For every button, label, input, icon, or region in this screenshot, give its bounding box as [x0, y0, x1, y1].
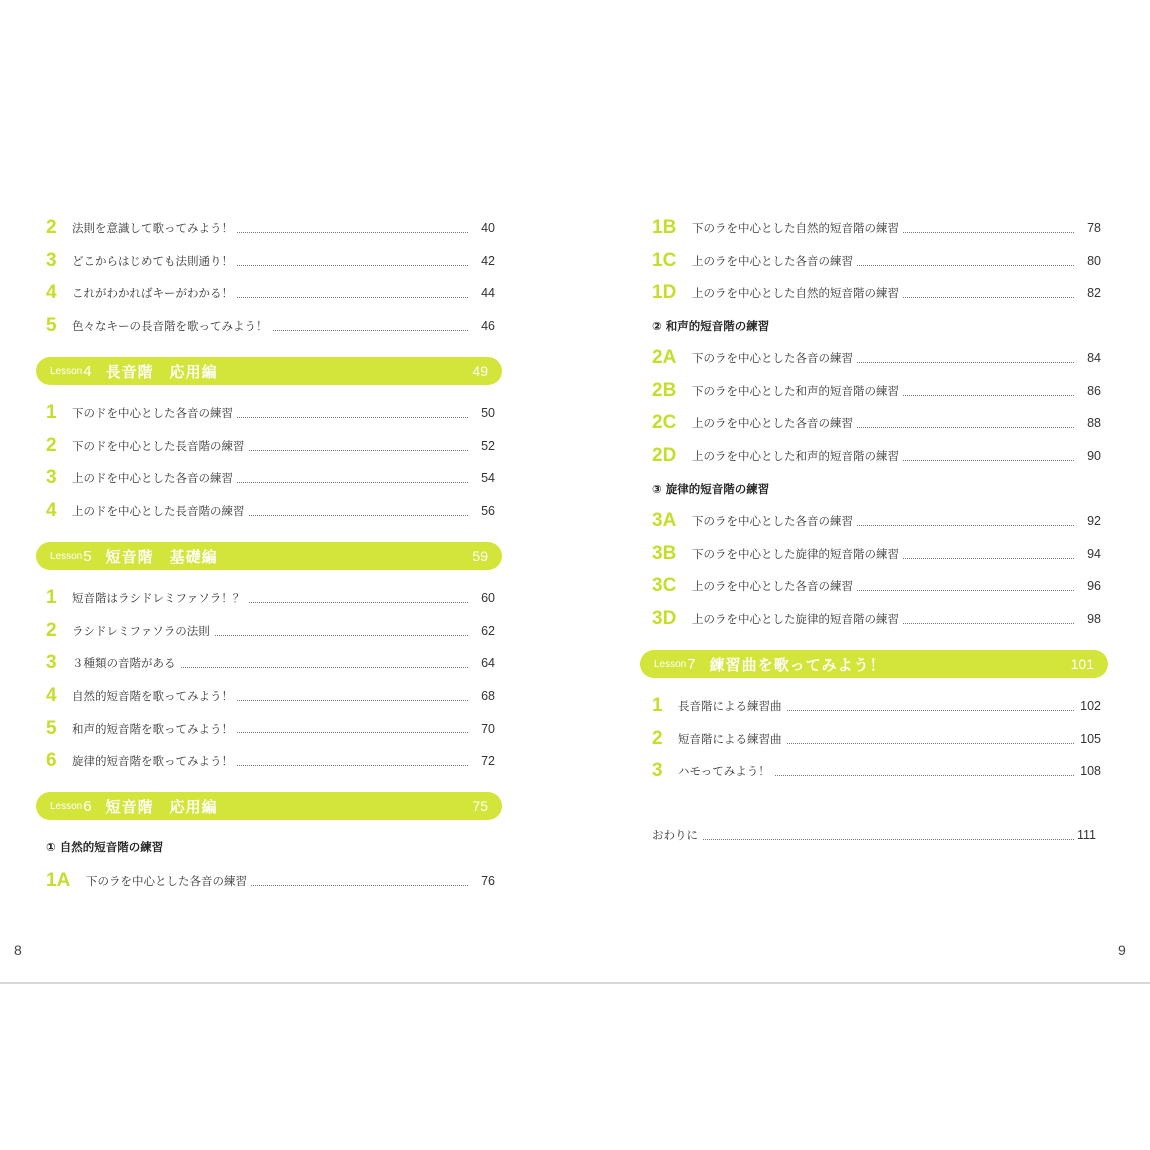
entry-title: 旋律的短音階を歌ってみよう！	[72, 753, 237, 769]
entry-number: 3D	[652, 608, 677, 630]
toc-entry[interactable]	[590, 245, 1150, 278]
toc-outro	[590, 819, 1150, 852]
entry-number: 3C	[652, 575, 677, 597]
entry-page-number: 98	[1074, 612, 1101, 626]
toc-entry-outro[interactable]	[590, 819, 1150, 852]
entry-number: 3	[46, 249, 57, 271]
entry-title: 上のドを中心とした各音の練習	[72, 470, 237, 486]
entry-page-number: 60	[468, 591, 495, 605]
entry-title: 短音階はラシドレミファソラ！？	[72, 590, 248, 606]
entry-number: 3A	[652, 510, 677, 532]
lesson-number: 4	[83, 362, 92, 380]
entry-title: 下のラを中心とした自然的短音階の練習	[692, 220, 903, 236]
entry-page-number: 68	[468, 689, 495, 703]
toc-group-lesson7	[590, 690, 1150, 788]
section-subheading: ① 自然的短音階の練習	[46, 840, 164, 854]
toc-entry[interactable]	[0, 462, 560, 495]
lesson-banner-6[interactable]	[36, 792, 502, 820]
entry-number: 3	[46, 467, 57, 489]
entry-title: 下のラを中心とした各音の練習	[86, 873, 251, 889]
entry-title: 下のラを中心とした各音の練習	[692, 350, 857, 366]
lesson-banner-7[interactable]	[640, 650, 1108, 678]
toc-entry[interactable]	[0, 615, 560, 648]
lesson-banner-5[interactable]	[36, 542, 502, 570]
entry-number: 2B	[652, 379, 677, 401]
entry-title: おわりに	[652, 827, 702, 843]
lesson-page-number: 59	[472, 548, 488, 564]
toc-group-lesson4	[0, 397, 560, 527]
entry-number: 3B	[652, 542, 677, 564]
entry-number: 2	[46, 434, 57, 456]
entry-number: 1D	[652, 282, 677, 304]
toc-entry[interactable]	[0, 277, 560, 310]
toc-group-melodic-minor	[590, 505, 1150, 635]
entry-number: 1A	[46, 870, 71, 892]
toc-entry[interactable]	[590, 407, 1150, 440]
entry-page-number: 44	[468, 286, 495, 300]
lesson-word: Lesson	[654, 658, 687, 670]
lesson-word: Lesson	[50, 800, 83, 812]
lesson-word: Lesson	[50, 365, 83, 377]
lesson-title: 練習曲を歌ってみよう！	[709, 655, 886, 674]
entry-page-number: 111	[1074, 828, 1096, 842]
entry-number: 1	[46, 587, 57, 609]
entry-title: 長音階による練習曲	[678, 698, 786, 714]
entry-page-number: 96	[1074, 579, 1101, 593]
toc-entry[interactable]	[590, 440, 1150, 473]
entry-title: 短音階による練習曲	[678, 731, 786, 747]
toc-entry[interactable]	[590, 212, 1150, 245]
entry-number: 2	[652, 727, 663, 749]
entry-title: 下のドを中心とした各音の練習	[72, 405, 237, 421]
entry-page-number: 52	[468, 439, 495, 453]
entry-number: 1C	[652, 249, 677, 271]
lesson-title: 長音階 応用編	[105, 362, 218, 381]
entry-title: ハモってみよう！	[678, 763, 774, 779]
entry-number: 5	[46, 315, 57, 337]
entry-page-number: 90	[1074, 449, 1101, 463]
toc-entry[interactable]	[590, 277, 1150, 310]
lesson-number: 6	[83, 797, 92, 815]
entry-page-number: 102	[1074, 699, 1101, 713]
toc-entry[interactable]	[0, 310, 560, 343]
toc-entry[interactable]	[590, 342, 1150, 375]
entry-page-number: 80	[1074, 254, 1101, 268]
toc-group-harmonic-minor	[590, 342, 1150, 472]
entry-title: 下のラを中心とした和声的短音階の練習	[692, 383, 903, 399]
entry-page-number: 108	[1074, 764, 1101, 778]
entry-page-number: 64	[468, 656, 495, 670]
entry-page-number: 92	[1074, 514, 1101, 528]
entry-page-number: 84	[1074, 351, 1101, 365]
lesson-page-number: 75	[472, 798, 488, 814]
lesson-banner-4[interactable]	[36, 357, 502, 385]
entry-page-number: 56	[468, 504, 495, 518]
entry-title: 自然的短音階を歌ってみよう！	[72, 688, 237, 704]
toc-entry[interactable]	[590, 755, 1150, 788]
entry-title: 上のラを中心とした旋律的短音階の練習	[692, 611, 903, 627]
entry-title: ３種類の音階がある	[72, 655, 180, 671]
entry-page-number: 40	[468, 221, 495, 235]
entry-title: 上のラを中心とした和声的短音階の練習	[692, 448, 903, 464]
entry-number: 6	[46, 750, 57, 772]
entry-title: 上のラを中心とした各音の練習	[692, 253, 857, 269]
entry-title: 下のラを中心とした各音の練習	[692, 513, 857, 529]
entry-page-number: 54	[468, 471, 495, 485]
toc-entry[interactable]	[0, 495, 560, 528]
entry-page-number: 62	[468, 624, 495, 638]
entry-title: 上のラを中心とした自然的短音階の練習	[692, 285, 903, 301]
lesson-title: 短音階 応用編	[105, 797, 218, 816]
lesson-word: Lesson	[50, 550, 83, 562]
toc-entry[interactable]	[0, 680, 560, 713]
lesson-page-number: 101	[1070, 656, 1094, 672]
entry-number: 2A	[652, 347, 677, 369]
toc-entry[interactable]	[0, 430, 560, 463]
entry-title: 上のラを中心とした各音の練習	[692, 415, 857, 431]
entry-page-number: 82	[1074, 286, 1101, 300]
entry-number: 4	[46, 500, 57, 522]
entry-title: 上のラを中心とした各音の練習	[692, 578, 857, 594]
page-number-left: 8	[14, 942, 22, 958]
entry-page-number: 105	[1074, 732, 1101, 746]
toc-entry[interactable]	[590, 570, 1150, 603]
entry-number: 3	[46, 652, 57, 674]
left-page	[0, 0, 560, 1150]
entry-page-number: 70	[468, 722, 495, 736]
dot-leader	[652, 839, 1092, 840]
section-subheading: ③ 旋律的短音階の練習	[652, 482, 770, 496]
toc-entry[interactable]	[0, 865, 560, 898]
toc-entry[interactable]	[590, 505, 1150, 538]
toc-entry[interactable]	[0, 397, 560, 430]
entry-number: 1B	[652, 217, 677, 239]
toc-entry[interactable]	[590, 375, 1150, 408]
toc-entry[interactable]	[590, 690, 1150, 723]
entry-page-number: 46	[468, 319, 495, 333]
entry-number: 5	[46, 717, 57, 739]
entry-title: これがわかればキーがわかる！	[72, 285, 237, 301]
entry-title: 上のドを中心とした長音階の練習	[72, 503, 249, 519]
entry-title: 法則を意識して歌ってみよう！	[72, 220, 237, 236]
lesson-title: 短音階 基礎編	[105, 547, 218, 566]
toc-entry[interactable]	[0, 245, 560, 278]
toc-group-lesson5	[0, 582, 560, 778]
entry-page-number: 50	[468, 406, 495, 420]
entry-page-number: 72	[468, 754, 495, 768]
entry-number: 4	[46, 685, 57, 707]
entry-page-number: 78	[1074, 221, 1101, 235]
entry-page-number: 76	[468, 874, 495, 888]
lesson-number: 5	[83, 547, 92, 565]
toc-entry[interactable]	[0, 212, 560, 245]
right-page	[590, 0, 1150, 1150]
entry-title: 下のラを中心とした旋律的短音階の練習	[692, 546, 903, 562]
page-number-right: 9	[1118, 942, 1126, 958]
entry-title: 色々なキーの長音階を歌ってみよう！	[72, 318, 272, 334]
toc-group-lesson3-continued	[0, 212, 560, 342]
entry-title: 和声的短音階を歌ってみよう！	[72, 721, 237, 737]
entry-page-number: 86	[1074, 384, 1101, 398]
entry-number: 1	[46, 402, 57, 424]
bottom-divider	[0, 982, 1150, 984]
toc-entry[interactable]	[0, 712, 560, 745]
toc-entry[interactable]	[590, 603, 1150, 636]
toc-entry[interactable]	[0, 582, 560, 615]
entry-page-number: 94	[1074, 547, 1101, 561]
toc-entry[interactable]	[590, 538, 1150, 571]
entry-number: 2D	[652, 445, 677, 467]
entry-title: 下のドを中心とした長音階の練習	[72, 438, 249, 454]
entry-number: 1	[652, 695, 663, 717]
entry-page-number: 42	[468, 254, 495, 268]
lesson-page-number: 49	[472, 363, 488, 379]
toc-group-natural-minor-continued	[590, 212, 1150, 310]
entry-number: 4	[46, 282, 57, 304]
entry-number: 2	[46, 619, 57, 641]
entry-page-number: 88	[1074, 416, 1101, 430]
entry-title: どこからはじめても法則通り！	[72, 253, 237, 269]
toc-entry[interactable]	[0, 745, 560, 778]
entry-number: 2	[46, 217, 57, 239]
entry-title: ラシドレミファソラの法則	[72, 623, 214, 639]
toc-entry[interactable]	[0, 647, 560, 680]
entry-number: 2C	[652, 412, 677, 434]
lesson-number: 7	[687, 655, 696, 673]
section-subheading: ② 和声的短音階の練習	[652, 319, 770, 333]
toc-entry[interactable]	[590, 723, 1150, 756]
toc-group-natural-minor	[0, 865, 560, 898]
entry-number: 3	[652, 760, 663, 782]
